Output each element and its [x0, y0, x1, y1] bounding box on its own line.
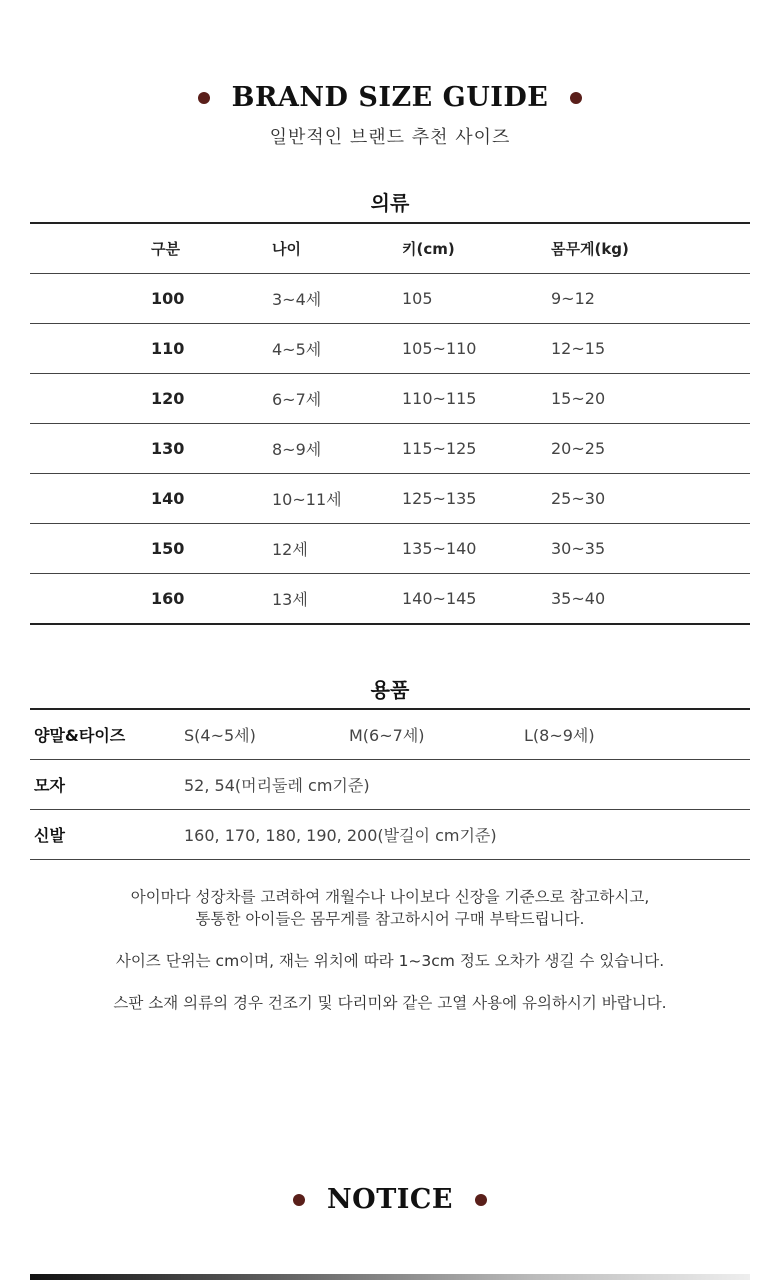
size-cell: 120: [30, 374, 272, 424]
table-row: [30, 760, 750, 810]
age-cell: 10~11세: [272, 474, 402, 524]
goods-size-table: [30, 708, 750, 860]
socks-label: 양말&타이즈: [30, 709, 184, 760]
size-notes: [0, 886, 780, 1034]
note-paragraph: [0, 886, 780, 930]
bullet-dot-icon: [198, 92, 210, 104]
age-cell: 6~7세: [272, 374, 402, 424]
shoes-value: 160, 170, 180, 190, 200(발길이 cm기준): [184, 826, 497, 845]
column-header-height: 키(cm): [402, 223, 551, 274]
table-row: [30, 424, 750, 474]
weight-cell: 15~20: [551, 374, 750, 424]
page-subtitle: 일반적인 브랜드 추천 사이즈: [269, 127, 511, 148]
age-cell: 4~5세: [272, 324, 402, 374]
size-cell: 160: [151, 589, 185, 608]
size-cell: 130: [30, 424, 272, 474]
table-row: [30, 474, 750, 524]
goods-section-title: 용품: [370, 678, 410, 702]
table-row: [30, 524, 750, 574]
size-cell: 150: [30, 524, 272, 574]
notice-title-row: [0, 1184, 780, 1215]
clothing-size-table: [30, 222, 750, 625]
table-row: [30, 274, 750, 324]
column-header-age: 나이: [272, 223, 402, 274]
note-line: 통통한 아이들은 몸무게를 참고하시어 구매 부탁드립니다.: [195, 910, 585, 928]
weight-cell: 9~12: [551, 274, 750, 324]
weight-cell: 35~40: [551, 589, 606, 608]
table-row: [30, 574, 750, 625]
age-cell: 13세: [272, 590, 308, 609]
table-row: [30, 324, 750, 374]
note-paragraph: 사이즈 단위는 cm이며, 재는 위치에 따라 1~3cm 정도 오차가 생길 수 있습니다.: [115, 952, 665, 970]
notice-title: NOTICE: [327, 1184, 453, 1215]
size-cell: 140: [30, 474, 272, 524]
column-header-weight: 몸무게(kg): [551, 223, 750, 274]
gradient-divider: [30, 1274, 750, 1280]
weight-cell: 20~25: [551, 424, 750, 474]
size-cell: 110: [30, 324, 272, 374]
weight-cell: 30~35: [551, 524, 750, 574]
height-cell: 135~140: [402, 524, 551, 574]
bullet-dot-icon: [293, 1194, 305, 1206]
note-line: 아이마다 성장차를 고려하여 개월수나 나이보다 신장을 기준으로 참고하시고,: [130, 888, 650, 906]
size-guide-header: [0, 82, 780, 149]
hat-label: 모자: [30, 760, 184, 810]
weight-cell: 25~30: [551, 474, 750, 524]
age-cell: 3~4세: [272, 274, 402, 324]
table-row: [30, 374, 750, 424]
weight-cell: 12~15: [551, 324, 750, 374]
size-cell: 100: [30, 274, 272, 324]
height-cell: 115~125: [402, 424, 551, 474]
table-header-row: [30, 223, 750, 274]
column-header-size: 구분: [30, 223, 272, 274]
socks-size-l: L(8~9세): [524, 709, 750, 760]
height-cell: 140~145: [402, 589, 477, 608]
title-row: [0, 82, 780, 113]
bullet-dot-icon: [475, 1194, 487, 1206]
height-cell: 125~135: [402, 474, 551, 524]
notice-header: [0, 1184, 780, 1215]
shoes-label: 신발: [34, 826, 65, 845]
page-title: BRAND SIZE GUIDE: [231, 82, 549, 113]
hat-value: 52, 54(머리둘레 cm기준): [184, 760, 750, 810]
socks-size-m: M(6~7세): [349, 709, 524, 760]
note-paragraph: 스판 소재 의류의 경우 건조기 및 다리미와 같은 고열 사용에 유의하시기 바랍니다.: [113, 994, 667, 1012]
height-cell: 110~115: [402, 374, 551, 424]
bullet-dot-icon: [570, 92, 582, 104]
age-cell: 8~9세: [272, 424, 402, 474]
height-cell: 105: [402, 274, 551, 324]
clothing-section-title: 의류: [370, 191, 410, 215]
socks-size-s: S(4~5세): [184, 709, 349, 760]
age-cell: 12세: [272, 524, 402, 574]
table-row: [30, 709, 750, 760]
height-cell: 105~110: [402, 324, 551, 374]
table-row: [30, 810, 750, 860]
